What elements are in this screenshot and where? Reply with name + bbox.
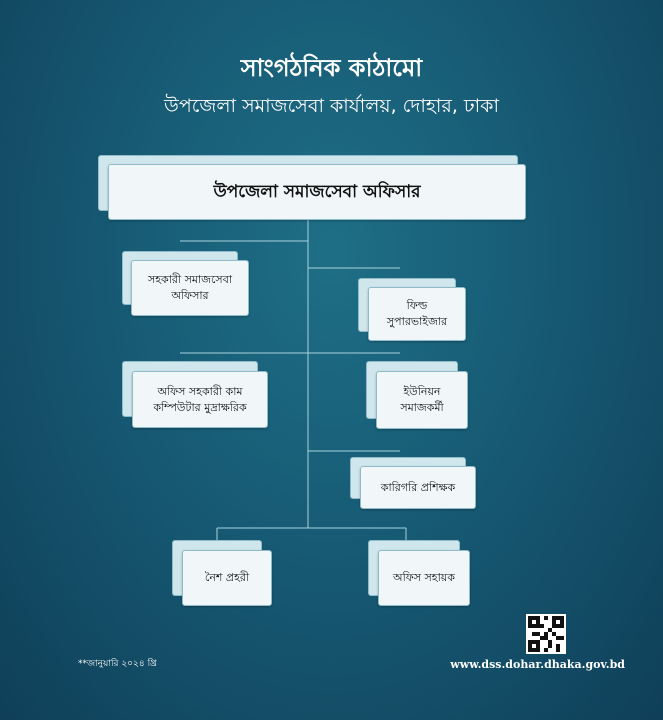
qr-code-icon — [526, 614, 566, 654]
node-head-officer — [98, 155, 526, 219]
node-night-guard — [172, 540, 272, 606]
node-night-guard-label: নৈশ প্রহরী — [204, 571, 250, 584]
page-subtitle: উপজেলা সমাজসেবা কার্যালয়, দোহার, ঢাকা — [164, 95, 499, 117]
footnote-date: **জানুয়ারি ২০২৪ খ্রি — [78, 659, 157, 669]
node-head-officer-label: উপজেলা সমাজসেবা অফিসার — [213, 182, 421, 202]
node-office-assistant-computer — [122, 361, 268, 427]
node-technical-instructor-label: কারিগরি প্রশিক্ষক — [380, 480, 456, 494]
node-field-supervisor — [358, 278, 466, 340]
website-url: www.dss.dohar.dhaka.gov.bd — [450, 658, 625, 671]
node-office-helper — [368, 540, 470, 606]
node-assistant-officer-label: সহকারী সমাজসেবা অফিসার — [147, 273, 233, 302]
node-union-social-worker-label: ইউনিয়ন সমাজকর্মী — [400, 385, 444, 414]
page-title: সাংগঠনিক কাঠামো — [240, 54, 423, 82]
node-office-assistant-computer-label: অফিস সহকারী কাম কম্পিউটার মুদ্রাক্ষরিক — [153, 384, 247, 414]
node-office-helper-label: অফিস সহায়ক — [393, 571, 455, 584]
node-field-supervisor-label: ফিল্ড সুপারভাইজার — [386, 299, 448, 328]
node-assistant-officer — [122, 251, 248, 315]
node-union-social-worker — [366, 361, 468, 429]
node-technical-instructor — [350, 457, 476, 509]
